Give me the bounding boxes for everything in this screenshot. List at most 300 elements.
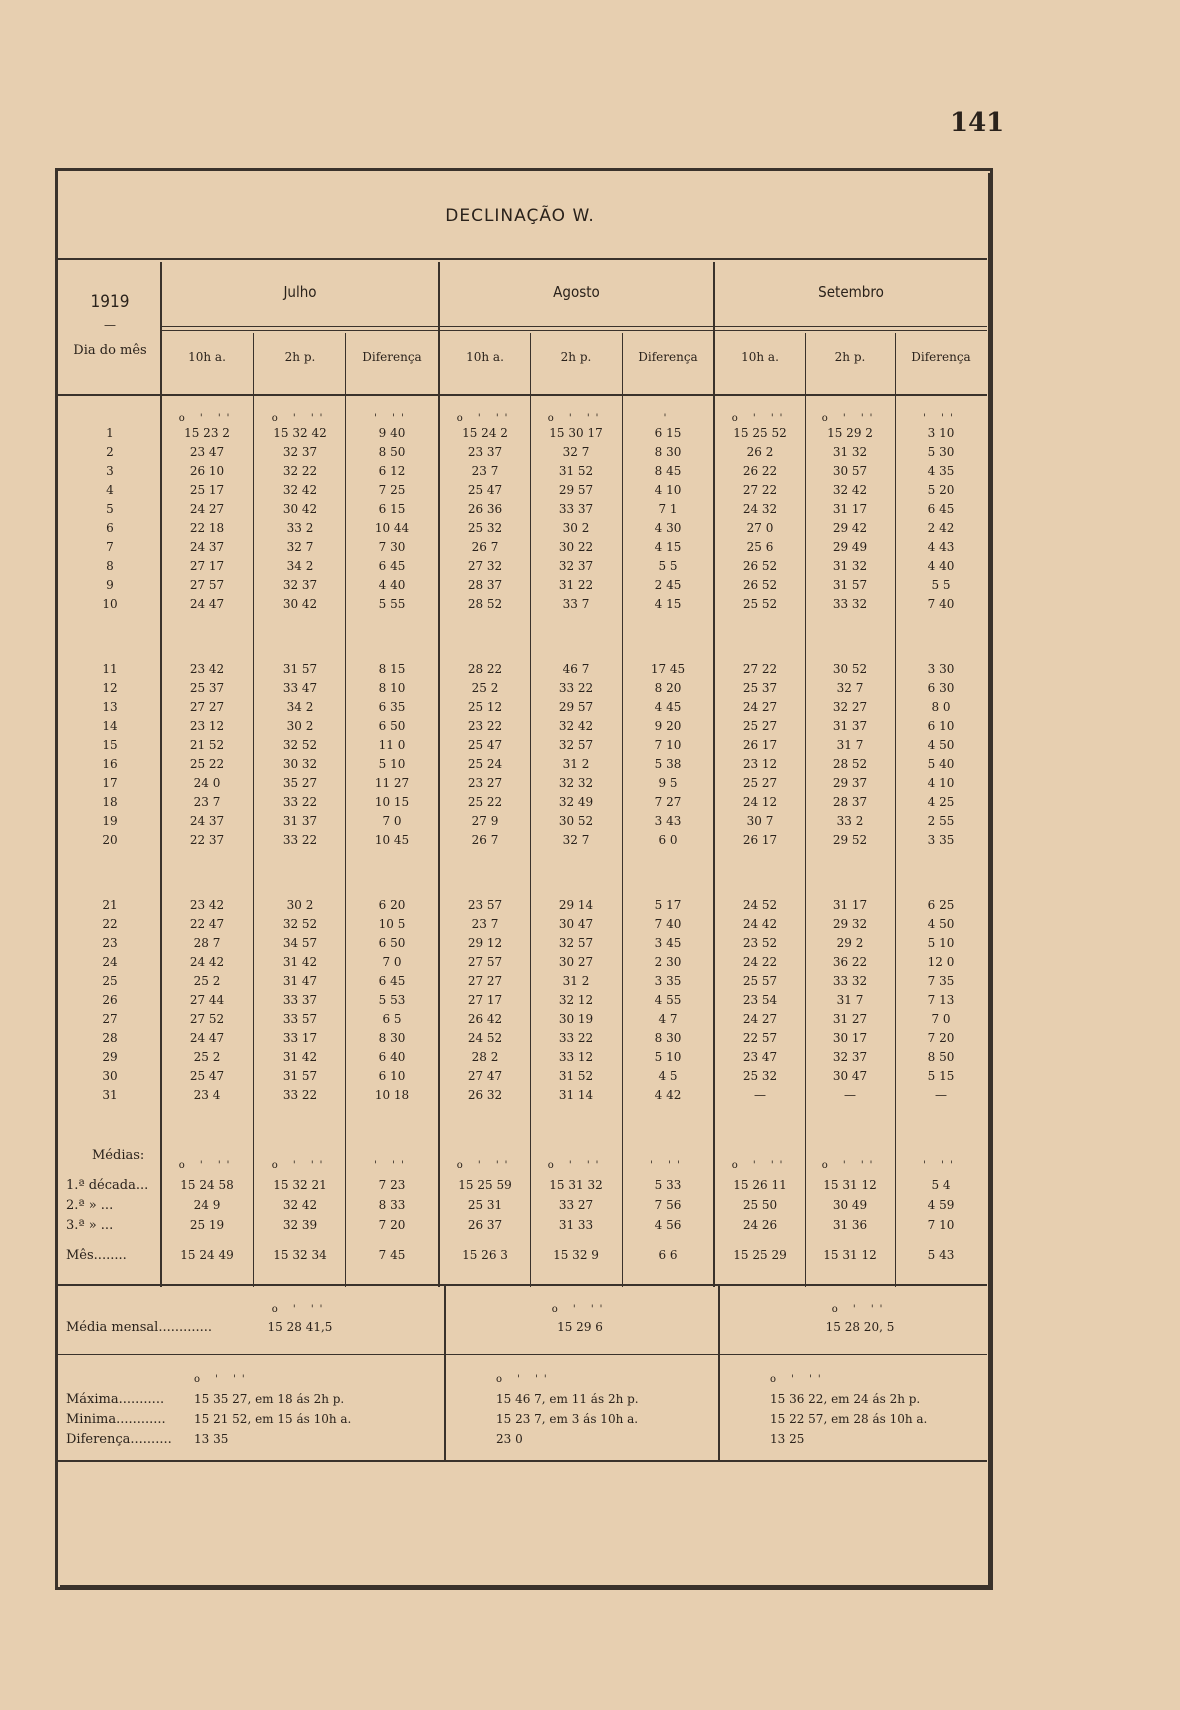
table-cell: —: [844, 1088, 856, 1102]
table-cell: 46 7: [562, 662, 590, 676]
unit-mark: ' '': [650, 1160, 686, 1171]
table-cell: 33 22: [558, 1031, 594, 1045]
unit-mark: ' '': [374, 1160, 410, 1171]
table-cell: 27 22: [742, 483, 778, 497]
day-number: 15: [102, 738, 118, 752]
table-cell: 11 0: [378, 738, 406, 752]
table-cell: 5 55: [378, 597, 406, 611]
table-cell: 30 27: [558, 955, 594, 969]
table-cell: 32 37: [282, 445, 318, 459]
table-cell: 29 37: [832, 776, 868, 790]
table-cell: 4 30: [654, 521, 682, 535]
day-number: 9: [106, 578, 114, 592]
media-mensal-value: 15 29 6: [557, 1320, 603, 1334]
table-cell: 32 22: [282, 464, 318, 478]
table-cell: 27 9: [471, 814, 499, 828]
table-cell: 32 42: [832, 483, 868, 497]
lower-sep-2: [718, 1286, 720, 1462]
table-cell: 4 55: [654, 993, 682, 1007]
table-cell: 31 22: [558, 578, 594, 592]
media-cell: 7 10: [927, 1218, 955, 1232]
table-cell: 22 37: [189, 833, 225, 847]
table-cell: 8 30: [654, 1031, 682, 1045]
media-cell: 15 25 59: [458, 1178, 512, 1192]
media-cell: 32 39: [282, 1218, 318, 1232]
table-cell: 27 52: [189, 1012, 225, 1026]
day-number: 21: [102, 898, 118, 912]
table-cell: 8 0: [931, 700, 951, 714]
table-cell: 30 42: [282, 597, 318, 611]
subheader-julho-0: 10h a.: [188, 350, 226, 364]
table-cell: 30 17: [832, 1031, 868, 1045]
table-cell: 36 22: [832, 955, 868, 969]
table-cell: 25 27: [742, 776, 778, 790]
table-cell: 26 32: [467, 1088, 503, 1102]
table-cell: 4 10: [927, 776, 955, 790]
media-mensal-value: 15 28 41,5: [267, 1320, 333, 1334]
table-cell: 9 20: [654, 719, 682, 733]
table-cell: 31 7: [836, 993, 864, 1007]
table-cell: 23 7: [471, 917, 499, 931]
day-number: 12: [102, 681, 118, 695]
unit-mark: o ' '': [271, 1304, 329, 1315]
table-cell: 6 12: [378, 464, 406, 478]
table-cell: 28 2: [471, 1050, 499, 1064]
unit-mark: o ' '': [547, 413, 605, 424]
table-cell: 15 23 2: [184, 426, 230, 440]
table-cell: 9 5: [658, 776, 678, 790]
table-cell: 31 57: [282, 1069, 318, 1083]
table-cell: 30 52: [558, 814, 594, 828]
table-cell: 25 57: [742, 974, 778, 988]
table-cell: 24 42: [189, 955, 225, 969]
table-cell: 8 15: [378, 662, 406, 676]
table-cell: 2 30: [654, 955, 682, 969]
table-cell: 23 47: [189, 445, 225, 459]
unit-mark: o ' '': [496, 1374, 553, 1385]
table-cell: 31 42: [282, 955, 318, 969]
decade-label: 2.ª » ...: [66, 1198, 114, 1213]
month-julho: Julho: [283, 283, 317, 301]
table-cell: 33 22: [282, 795, 318, 809]
table-cell: 33 7: [562, 597, 590, 611]
mes-cell: 7 45: [378, 1248, 406, 1262]
extreme-label: Minima............: [66, 1412, 166, 1427]
unit-mark: o ' '': [831, 1304, 889, 1315]
media-cell: 15 32 21: [273, 1178, 327, 1192]
table-cell: 31 27: [832, 1012, 868, 1026]
table-cell: 27 27: [467, 974, 503, 988]
table-cell: 34 2: [286, 700, 314, 714]
subheader-setembro-1: 2h p.: [834, 350, 866, 364]
day-number: 19: [102, 814, 118, 828]
table-cell: 7 10: [654, 738, 682, 752]
table-cell: 25 2: [193, 1050, 221, 1064]
table-cell: 27 57: [467, 955, 503, 969]
table-cell: 6 40: [378, 1050, 406, 1064]
table-cell: 30 47: [832, 1069, 868, 1083]
rule-above-extremes: [58, 1354, 987, 1355]
subheader-setembro-2: Diferença: [911, 350, 971, 364]
table-cell: 7 1: [658, 502, 678, 516]
table-cell: 28 52: [832, 757, 868, 771]
subheader-julho-1: 2h p.: [284, 350, 316, 364]
table-cell: 25 2: [193, 974, 221, 988]
table-cell: 31 57: [832, 578, 868, 592]
extreme-value-agosto: 15 46 7, em 11 ás 2h p.: [496, 1392, 639, 1406]
table-cell: 4 10: [654, 483, 682, 497]
media-cell: 15 31 32: [549, 1178, 603, 1192]
rule-below-extremes: [58, 1460, 987, 1462]
table-cell: 33 12: [558, 1050, 594, 1064]
extreme-value-julho: 15 21 52, em 15 ás 10h a.: [194, 1412, 352, 1426]
table-cell: 6 20: [378, 898, 406, 912]
table-cell: 4 45: [654, 700, 682, 714]
table-cell: 24 42: [742, 917, 778, 931]
table-cell: 3 43: [654, 814, 682, 828]
table-cell: 30 42: [282, 502, 318, 516]
day-number: 26: [102, 993, 118, 1007]
table-cell: 33 47: [282, 681, 318, 695]
media-cell: 25 19: [189, 1218, 225, 1232]
table-cell: 26 52: [742, 578, 778, 592]
table-cell: 24 47: [189, 1031, 225, 1045]
table-cell: 7 40: [654, 917, 682, 931]
table-cell: 27 17: [189, 559, 225, 573]
table-cell: 28 52: [467, 597, 503, 611]
table-cell: 22 47: [189, 917, 225, 931]
day-number: 24: [102, 955, 118, 969]
table-cell: 32 52: [282, 917, 318, 931]
table-cell: 29 12: [467, 936, 503, 950]
table-cell: 5 53: [378, 993, 406, 1007]
table-cell: 27 57: [189, 578, 225, 592]
table-cell: 26 36: [467, 502, 503, 516]
table-cell: 33 37: [558, 502, 594, 516]
table-cell: 4 42: [654, 1088, 682, 1102]
table-cell: 7 0: [382, 955, 402, 969]
table-cell: 2 45: [654, 578, 682, 592]
table-cell: 32 12: [558, 993, 594, 1007]
extreme-value-julho: 15 35 27, em 18 ás 2h p.: [194, 1392, 345, 1406]
table-cell: 31 47: [282, 974, 318, 988]
table-cell: 29 42: [832, 521, 868, 535]
table-cell: 10 44: [374, 521, 410, 535]
table-cell: 8 45: [654, 464, 682, 478]
day-number: 1: [106, 426, 114, 440]
table-cell: 31 52: [558, 464, 594, 478]
subheader-setembro-0: 10h a.: [741, 350, 779, 364]
table-cell: 10 15: [374, 795, 410, 809]
table-cell: 23 57: [467, 898, 503, 912]
table-cell: 4 15: [654, 540, 682, 554]
table-cell: 25 6: [746, 540, 774, 554]
table-cell: 34 2: [286, 559, 314, 573]
table-cell: 6 50: [378, 719, 406, 733]
table-cell: 6 35: [378, 700, 406, 714]
table-cell: 33 22: [282, 833, 318, 847]
table-cell: 29 14: [558, 898, 594, 912]
day-number: 30: [102, 1069, 118, 1083]
day-number: 27: [102, 1012, 118, 1026]
table-cell: 3 35: [654, 974, 682, 988]
day-header: Dia do mês: [73, 343, 147, 358]
mes-cell: 5 43: [927, 1248, 955, 1262]
rule-above-media-mensal: [58, 1284, 987, 1286]
table-cell: 7 0: [382, 814, 402, 828]
table-cell: 4 40: [378, 578, 406, 592]
extreme-value-agosto: 15 23 7, em 3 ás 10h a.: [496, 1412, 639, 1426]
table-cell: 31 37: [282, 814, 318, 828]
media-cell: 33 27: [558, 1198, 594, 1212]
mes-cell: 15 31 12: [823, 1248, 877, 1262]
unit-mark: o ' '': [456, 1160, 514, 1171]
table-cell: 25 12: [467, 700, 503, 714]
table-cell: 30 7: [746, 814, 774, 828]
table-cell: 26 2: [746, 445, 774, 459]
subheader-julho-2: Diferença: [362, 350, 422, 364]
table-cell: 23 27: [467, 776, 503, 790]
table-cell: 6 45: [378, 559, 406, 573]
table-cell: 31 32: [832, 445, 868, 459]
table-cell: 5 30: [927, 445, 955, 459]
table-cell: 26 17: [742, 738, 778, 752]
table-cell: 34 57: [282, 936, 318, 950]
media-cell: 7 20: [378, 1218, 406, 1232]
table-cell: 23 4: [193, 1088, 221, 1102]
table-cell: 24 47: [189, 597, 225, 611]
table-cell: 30 19: [558, 1012, 594, 1026]
table-cell: 6 15: [654, 426, 682, 440]
table-cell: 32 49: [558, 795, 594, 809]
table-cell: 7 40: [927, 597, 955, 611]
table-cell: 25 17: [189, 483, 225, 497]
media-cell: 25 31: [467, 1198, 503, 1212]
media-cell: 25 50: [742, 1198, 778, 1212]
table-cell: 32 42: [282, 483, 318, 497]
table-cell: 5 17: [654, 898, 682, 912]
table-cell: 2 42: [927, 521, 955, 535]
table-cell: 24 37: [189, 814, 225, 828]
table-cell: 3 35: [927, 833, 955, 847]
table-cell: 4 35: [927, 464, 955, 478]
extreme-value-setembro: 13 25: [770, 1432, 805, 1446]
table-cell: 33 2: [836, 814, 864, 828]
table-cell: 24 12: [742, 795, 778, 809]
table-cell: 5 5: [931, 578, 951, 592]
media-mensal-label: Média mensal.............: [66, 1320, 213, 1335]
table-cell: 32 7: [562, 833, 590, 847]
table-cell: 29 32: [832, 917, 868, 931]
table-cell: 28 37: [467, 578, 503, 592]
day-number: 2: [106, 445, 114, 459]
table-cell: 30 52: [832, 662, 868, 676]
lower-sep-1: [444, 1286, 446, 1462]
table-cell: 32 57: [558, 738, 594, 752]
media-cell: 5 33: [654, 1178, 682, 1192]
table-cell: 24 37: [189, 540, 225, 554]
table-cell: 28 7: [193, 936, 221, 950]
table-cell: 10 5: [378, 917, 406, 931]
mes-cell: 15 32 9: [553, 1248, 599, 1262]
table-cell: 3 45: [654, 936, 682, 950]
table-cell: 31 42: [282, 1050, 318, 1064]
table-cell: 23 22: [467, 719, 503, 733]
table-cell: 30 2: [286, 719, 314, 733]
table-cell: 27 44: [189, 993, 225, 1007]
media-cell: 31 36: [832, 1218, 868, 1232]
table-cell: 6 45: [927, 502, 955, 516]
table-cell: 31 7: [836, 738, 864, 752]
table-cell: 8 20: [654, 681, 682, 695]
table-cell: 25 37: [742, 681, 778, 695]
table-cell: 11 27: [374, 776, 410, 790]
table-cell: 6 25: [927, 898, 955, 912]
table-cell: 27 27: [189, 700, 225, 714]
table-cell: 22 18: [189, 521, 225, 535]
table-cell: 33 2: [286, 521, 314, 535]
table-cell: 25 37: [189, 681, 225, 695]
table-cell: 24 22: [742, 955, 778, 969]
table-cell: 33 32: [832, 974, 868, 988]
table-cell: 7 27: [654, 795, 682, 809]
day-number: 6: [106, 521, 114, 535]
day-number: 16: [102, 757, 118, 771]
table-cell: 25 24: [467, 757, 503, 771]
unit-mark: o ' '': [551, 1304, 609, 1315]
sub-sep: [345, 333, 346, 1287]
media-cell: 15 26 11: [733, 1178, 787, 1192]
unit-mark: o ' '': [178, 413, 236, 424]
year-dash: —: [104, 318, 116, 332]
unit-mark: o ' '': [271, 413, 329, 424]
table-cell: 31 17: [832, 898, 868, 912]
table-title: DECLINAÇÃO W.: [445, 206, 595, 226]
table-cell: 32 37: [832, 1050, 868, 1064]
table-cell: 23 12: [189, 719, 225, 733]
table-cell: 17 45: [650, 662, 686, 676]
table-cell: 30 2: [562, 521, 590, 535]
table-cell: 32 57: [558, 936, 594, 950]
mes-cell: 15 32 34: [273, 1248, 327, 1262]
table-cell: 4 25: [927, 795, 955, 809]
table-cell: 15 32 42: [273, 426, 327, 440]
unit-mark: o ' '': [547, 1160, 605, 1171]
table-cell: 32 52: [282, 738, 318, 752]
unit-mark: ' '': [374, 413, 410, 424]
medias-label: Médias:: [92, 1148, 145, 1163]
table-cell: 25 2: [471, 681, 499, 695]
table-cell: 31 2: [562, 974, 590, 988]
table-cell: 7 0: [931, 1012, 951, 1026]
table-cell: 31 52: [558, 1069, 594, 1083]
table-cell: 29 57: [558, 700, 594, 714]
media-cell: 15 24 58: [180, 1178, 234, 1192]
unit-mark: o ' '': [271, 1160, 329, 1171]
table-cell: 6 30: [927, 681, 955, 695]
media-cell: 24 26: [742, 1218, 778, 1232]
table-cell: 27 0: [746, 521, 774, 535]
table-cell: 24 27: [189, 502, 225, 516]
day-number: 25: [102, 974, 118, 988]
rule-under-months-2: [160, 330, 987, 331]
table-cell: 21 52: [189, 738, 225, 752]
unit-mark: ' '': [923, 413, 959, 424]
table-cell: 7 13: [927, 993, 955, 1007]
table-cell: 10 18: [374, 1088, 410, 1102]
table-cell: 27 32: [467, 559, 503, 573]
media-cell: 5 4: [931, 1178, 951, 1192]
table-cell: 8 30: [378, 1031, 406, 1045]
table-cell: 26 7: [471, 540, 499, 554]
table-cell: 5 10: [654, 1050, 682, 1064]
table-cell: 6 5: [382, 1012, 402, 1026]
day-number: 3: [106, 464, 114, 478]
month-agosto: Agosto: [553, 283, 600, 301]
unit-mark: o ' '': [731, 1160, 789, 1171]
table-cell: 6 15: [378, 502, 406, 516]
extreme-value-setembro: 15 22 57, em 28 ás 10h a.: [770, 1412, 928, 1426]
media-cell: 31 33: [558, 1218, 594, 1232]
mes-cell: 15 26 3: [462, 1248, 508, 1262]
table-cell: 32 32: [558, 776, 594, 790]
unit-mark: o ' '': [731, 413, 789, 424]
day-number: 10: [102, 597, 118, 611]
table-cell: 27 22: [742, 662, 778, 676]
table-cell: 4 40: [927, 559, 955, 573]
extreme-label: Máxima...........: [66, 1392, 165, 1407]
table-cell: 6 10: [927, 719, 955, 733]
table-cell: 30 2: [286, 898, 314, 912]
table-cell: 28 22: [467, 662, 503, 676]
table-cell: 32 7: [286, 540, 314, 554]
year: 1919: [90, 292, 130, 312]
media-cell: 4 56: [654, 1218, 682, 1232]
media-cell: 26 37: [467, 1218, 503, 1232]
page-number: 141: [950, 108, 1005, 138]
extreme-value-setembro: 15 36 22, em 24 ás 2h p.: [770, 1392, 921, 1406]
table-cell: 25 47: [189, 1069, 225, 1083]
day-number: 17: [102, 776, 118, 790]
table-cell: 25 52: [742, 597, 778, 611]
day-number: 20: [102, 833, 118, 847]
table-cell: 24 27: [742, 700, 778, 714]
table-cell: 12 0: [927, 955, 955, 969]
day-number: 11: [102, 662, 118, 676]
table-cell: 9 40: [378, 426, 406, 440]
day-number: 14: [102, 719, 118, 733]
table-cell: 33 37: [282, 993, 318, 1007]
table-cell: 4 50: [927, 917, 955, 931]
table-cell: 15 25 52: [733, 426, 787, 440]
table-cell: 15 29 2: [827, 426, 873, 440]
table-cell: 35 27: [282, 776, 318, 790]
table-cell: 15 24 2: [462, 426, 508, 440]
media-cell: 7 56: [654, 1198, 682, 1212]
table-cell: 23 7: [193, 795, 221, 809]
table-cell: 30 47: [558, 917, 594, 931]
table-cell: 8 10: [378, 681, 406, 695]
table-cell: 24 52: [467, 1031, 503, 1045]
table-cell: 23 47: [742, 1050, 778, 1064]
day-number: 4: [106, 483, 114, 497]
media-cell: 32 42: [282, 1198, 318, 1212]
media-cell: 8 33: [378, 1198, 406, 1212]
day-number: 5: [106, 502, 114, 516]
table-cell: 32 27: [832, 700, 868, 714]
table-cell: 7 20: [927, 1031, 955, 1045]
day-number: 13: [102, 700, 118, 714]
